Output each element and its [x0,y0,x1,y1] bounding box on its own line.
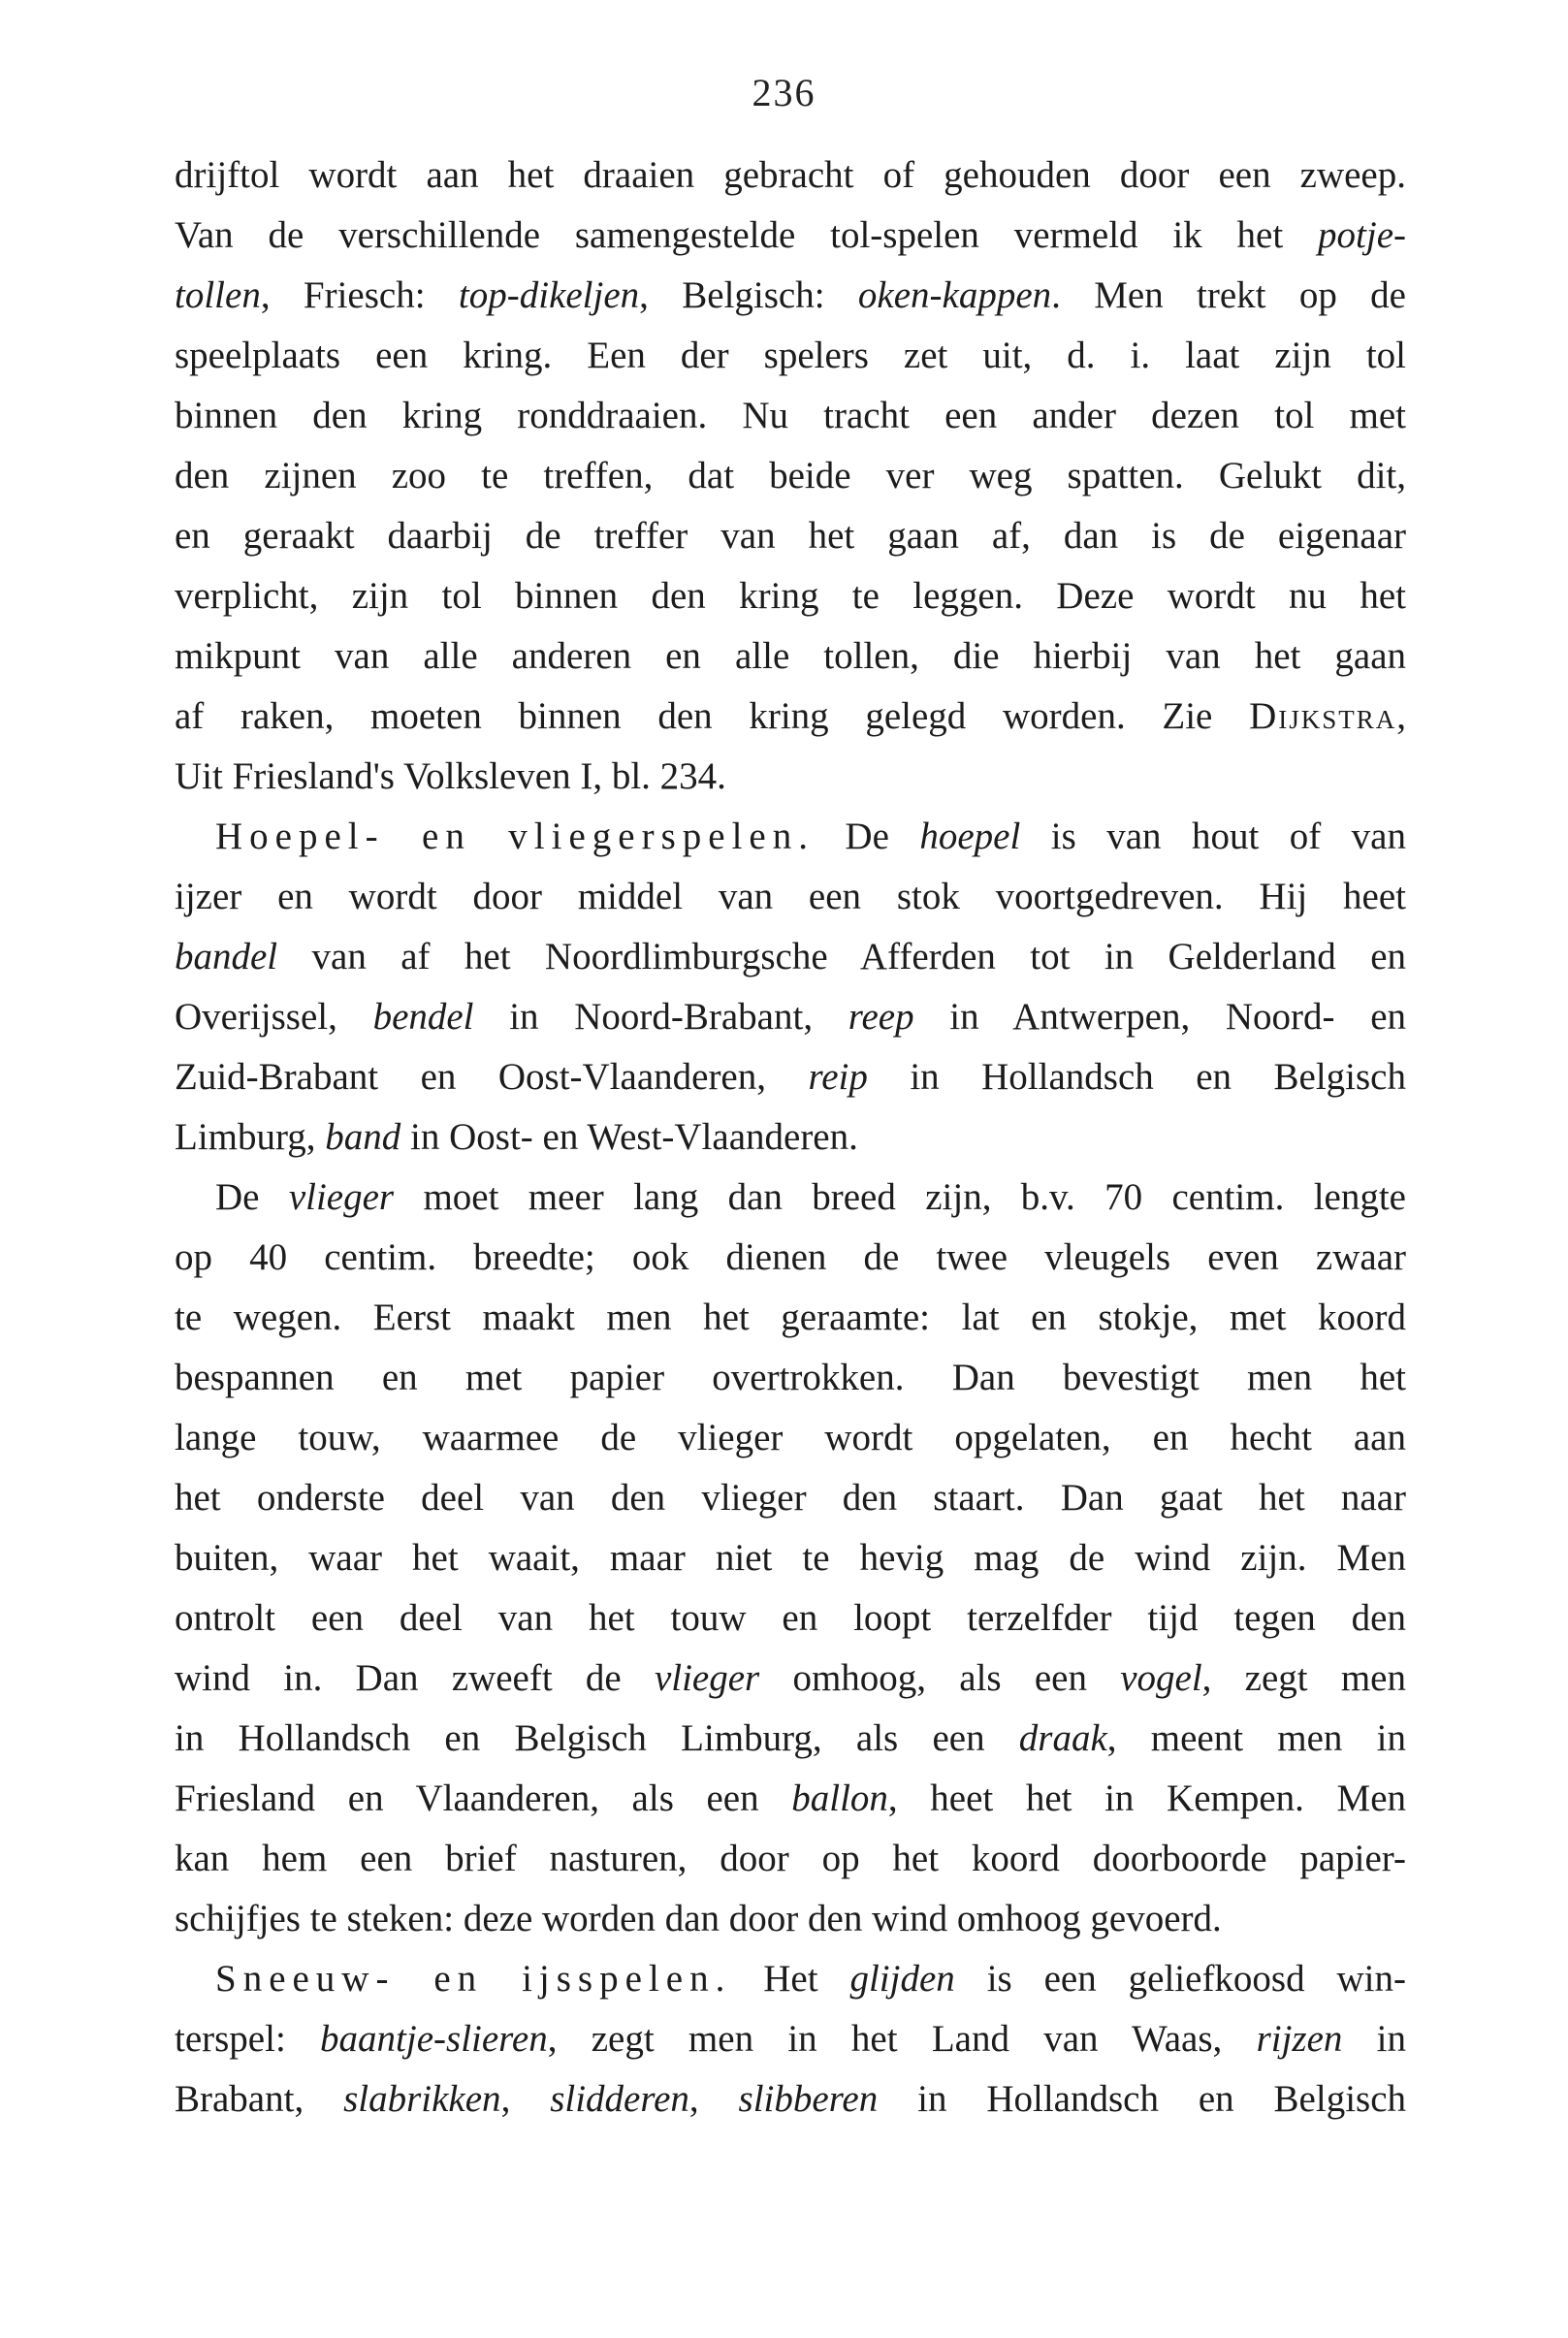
text-line [175,1949,1406,2009]
text-line [175,626,1406,687]
text-segment: binnen den kring ronddraaien. Nu tracht een ander dezen tol met [175,395,1406,436]
italic-term: glijden [849,1958,955,2000]
text-segment: verplicht, zijn tol binnen den kring te leggen. Deze wordt nu het [175,575,1406,617]
text-segment: in Hollandsch en Belgisch [878,2078,1406,2120]
text-segment: , [688,2078,739,2120]
text-segment: buiten, waar het waait, maar niet te hevig mag de wind zijn. Men [175,1537,1406,1579]
italic-term: top-dikeljen [458,274,640,316]
text-segment: , [500,2078,551,2120]
text-line [175,1528,1406,1588]
text-line [175,987,1406,1047]
text-segment: De [215,1176,289,1218]
text-line [175,1889,1406,1949]
text-line [175,386,1406,446]
text-line [175,1468,1406,1528]
text-segment: Brabant, [175,2078,344,2120]
text-segment: in Oost- en West-Vlaanderen. [400,1116,858,1158]
text-segment: Friesland en Vlaanderen, als een [175,1778,792,1819]
text-segment: moet meer lang dan breed zijn, b.v. 70 centim. lengte [394,1176,1406,1218]
text-segment: Uit Friesland's Volksleven I, bl. 234. [175,755,726,797]
italic-term: band [325,1116,401,1158]
italic-term: slabrikken [343,2078,501,2120]
text-segment: mikpunt van alle anderen en alle tollen, die hierbij van het gaan [175,635,1406,677]
italic-term: draak [1018,1717,1107,1759]
italic-term: oken-kappen [857,274,1052,316]
text-line [175,206,1406,266]
italic-term: rijzen [1256,2018,1343,2060]
italic-term: vlieger [654,1657,760,1699]
text-segment: , Friesch: [260,274,459,316]
text-line [175,807,1406,867]
text-line [175,266,1406,326]
text-line [175,867,1406,927]
italic-term: vogel [1120,1657,1202,1699]
text-segment: ontrolt een deel van het touw en loopt terzelfder tijd tegen den [175,1597,1406,1639]
text-segment: is een geliefkoosd win- [954,1958,1406,2000]
text-segment: Van de verschillende samengestelde tol-spelen vermeld ik het [175,214,1319,256]
text-segment: , zegt men [1201,1657,1406,1699]
text-segment: in [1342,2018,1406,2060]
text-segment: in Hollandsch en Belgisch Limburg, als een [175,1717,1019,1759]
text-line [175,506,1406,566]
text-segment: . Men trekt op de [1051,274,1406,316]
text-segment: in Hollandsch en Belgisch [867,1056,1406,1098]
text-line [175,1348,1406,1408]
italic-term: baantje-slieren [320,2018,548,2060]
text-line [175,1228,1406,1288]
text-line [175,1288,1406,1348]
text-segment: terspel: [175,2018,321,2060]
section-heading: Hoepel- en vliegerspelen. [215,816,815,857]
text-line [175,1588,1406,1649]
body-text [175,145,1406,2130]
italic-term: hoepel [919,816,1021,857]
text-segment: Limburg, [175,1116,326,1158]
text-segment: bespannen en met papier overtrokken. Dan bevestigt men het [175,1357,1406,1398]
italic-term: reep [848,996,914,1038]
text-line [175,1829,1406,1889]
text-segment: ijzer en wordt door middel van een stok voortgedreven. Hij heet [175,876,1406,917]
text-segment: , Belgisch: [639,274,858,316]
section-heading: Sneeuw- en ijsspelen. [215,1958,732,2000]
text-line [175,747,1406,807]
text-line [175,326,1406,386]
author-name: Dijkstra [1249,695,1397,737]
text-segment: Het [731,1958,850,2000]
italic-term: tollen [175,274,261,316]
text-segment: , [1396,695,1406,737]
text-line [175,927,1406,987]
text-segment: Zuid-Brabant en Oost-Vlaanderen, [175,1056,809,1098]
text-line [175,1168,1406,1228]
text-segment: lange touw, waarmee de vlieger wordt opgelaten, en hecht aan [175,1417,1406,1458]
text-segment: , meent men in [1106,1717,1406,1759]
italic-term: slibberen [738,2078,879,2120]
text-line [175,687,1406,747]
text-line [175,145,1406,206]
text-segment: , heet het in Kempen. Men [887,1778,1406,1819]
text-line [175,1047,1406,1107]
text-segment: af raken, moeten binnen den kring gelegd worden. Zie [175,695,1250,737]
text-segment: den zijnen zoo te treffen, dat beide ver weg spatten. Gelukt dit, [175,455,1406,496]
text-segment: , zegt men in het Land van Waas, [547,2018,1257,2060]
text-segment: Overijssel, [175,996,373,1038]
text-line [175,2009,1406,2069]
text-line [175,1649,1406,1709]
text-line [175,1107,1406,1168]
text-segment: schijfjes te steken: deze worden dan door den wind omhoog gevoerd. [175,1898,1222,1939]
text-segment: in Noord-Brabant, [473,996,848,1038]
italic-term: bandel [175,936,278,977]
italic-term: vlieger [288,1176,395,1218]
text-segment: van af het Noordlimburgsche Afferden tot in Gelderland en [277,936,1406,977]
italic-term: ballon [791,1778,888,1819]
text-segment: omhoog, als een [759,1657,1121,1699]
italic-term: bendel [372,996,474,1038]
text-segment: het onderste deel van den vlieger den staart. Dan gaat het naar [175,1477,1406,1519]
text-segment: drijftol wordt aan het draaien gebracht of gehouden door een zweep. [175,154,1406,196]
text-segment: in Antwerpen, Noord- en [913,996,1406,1038]
text-line [175,566,1406,626]
text-segment: wind in. Dan zweeft de [175,1657,655,1699]
text-segment: kan hem een brief nasturen, door op het koord doorboorde papier- [175,1838,1406,1879]
text-line [175,446,1406,506]
text-segment: speelplaats een kring. Een der spelers zet uit, d. i. laat zijn tol [175,335,1406,376]
page-number: 236 [752,71,816,114]
text-segment: te wegen. Eerst maakt men het geraamte: lat en stokje, met koord [175,1297,1406,1338]
italic-term: potje- [1318,214,1406,256]
text-line [175,1769,1406,1829]
text-segment: is van hout of van [1020,816,1406,857]
italic-term: slidderen [550,2078,689,2120]
text-line [175,1709,1406,1769]
text-segment: De [814,816,920,857]
text-segment: op 40 centim. breedte; ook dienen de twee vleugels even zwaar [175,1236,1406,1278]
text-line [175,1408,1406,1468]
italic-term: reip [808,1056,868,1098]
text-segment: en geraakt daarbij de treffer van het gaan af, dan is de eigenaar [175,515,1406,557]
text-line [175,2069,1406,2130]
